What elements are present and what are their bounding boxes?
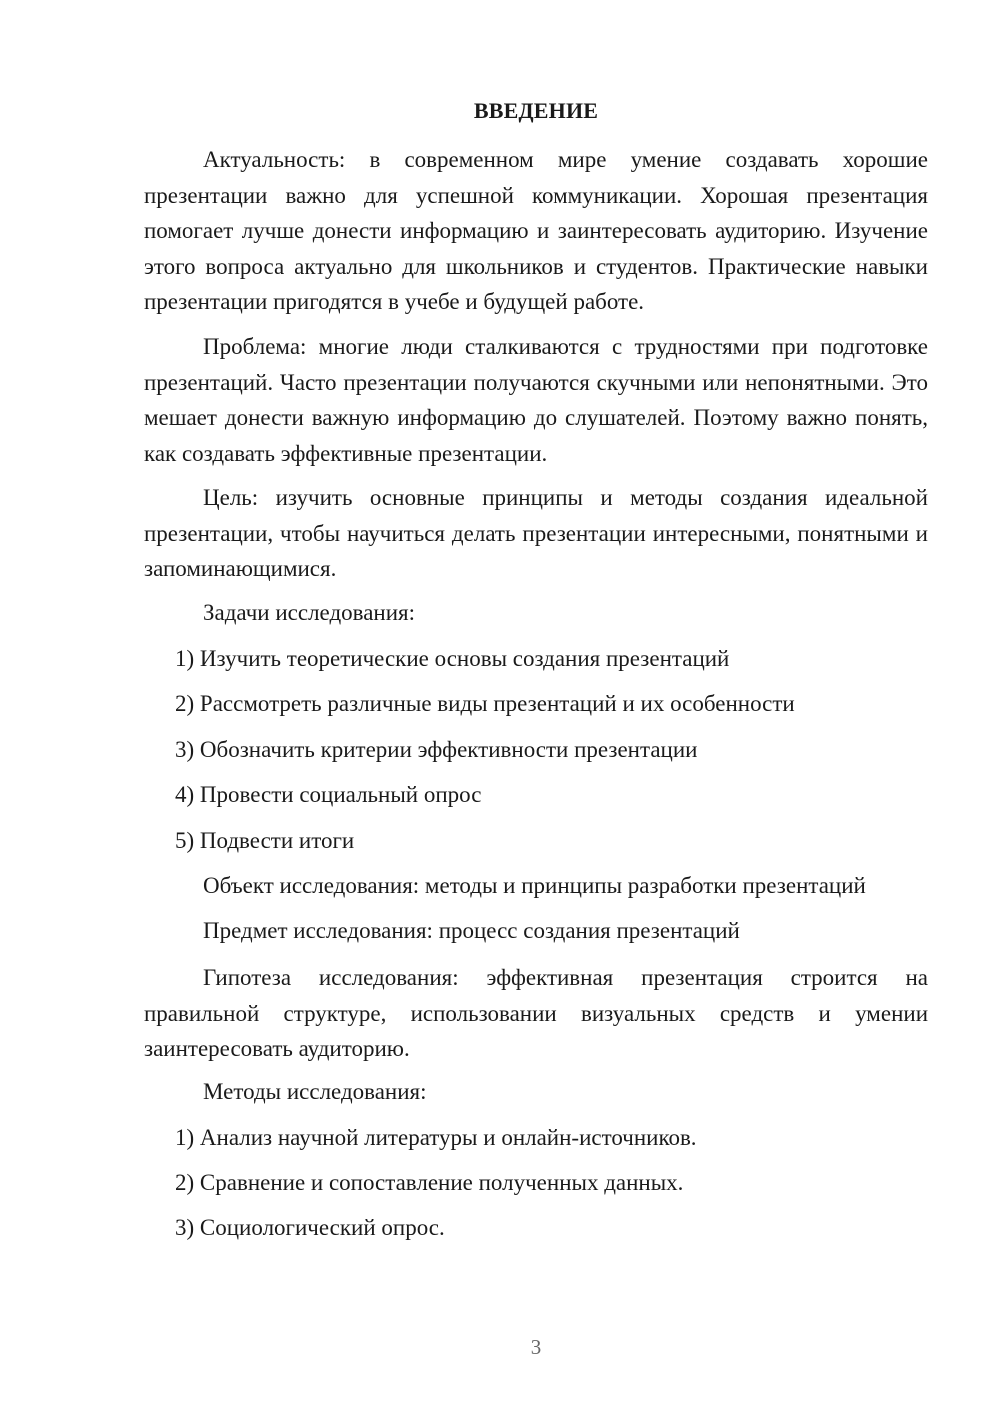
problem-paragraph: Проблема: многие люди сталкиваются с трудностями при подготовке презентаций. Часто презентации получаются скучными или непонятными. Это мешает донести важную информацию до слушателей. Поэтому важно понять, как создавать эффективные презентации. [144,334,928,466]
page-title: ВВЕДЕНИЕ [473,98,599,123]
task-item: 2) Рассмотреть различные виды презентаций и их особенности [175,691,795,716]
research-subject: Предмет исследования: процесс создания презентаций [203,918,740,943]
hypothesis-paragraph: Гипотеза исследования: эффективная презентация строится на правильной структуре, использовании визуальных средств и умении заинтересовать аудиторию. [144,965,928,1061]
relevance-paragraph: Актуальность: в современном мире умение создавать хорошие презентации важно для успешной коммуникации. Хорошая презентация помогает лучше донести информацию и заинтересовать аудиторию. Изучение этого вопроса актуально для школьников и студентов. Практические навыки презентации пригодятся в учебе и будущей работе. [144,147,928,314]
task-item: 4) Провести социальный опрос [175,782,482,807]
research-object: Объект исследования: методы и принципы разработки презентаций [203,873,866,898]
methods-heading: Методы исследования: [203,1079,427,1104]
task-item: 3) Обозначить критерии эффективности презентации [175,737,698,762]
task-item: 1) Изучить теоретические основы создания презентаций [175,646,730,671]
method-item: 2) Сравнение и сопоставление полученных данных. [175,1170,684,1195]
page-number: 3 [530,1335,542,1359]
tasks-heading: Задачи исследования: [203,600,416,625]
method-item: 3) Социологический опрос. [175,1215,445,1240]
method-item: 1) Анализ научной литературы и онлайн-источников. [175,1125,697,1150]
task-item: 5) Подвести итоги [175,828,355,853]
goal-paragraph: Цель: изучить основные принципы и методы создания идеальной презентации, чтобы научиться делать презентации интересными, понятными и запоминающимися. [144,485,928,581]
